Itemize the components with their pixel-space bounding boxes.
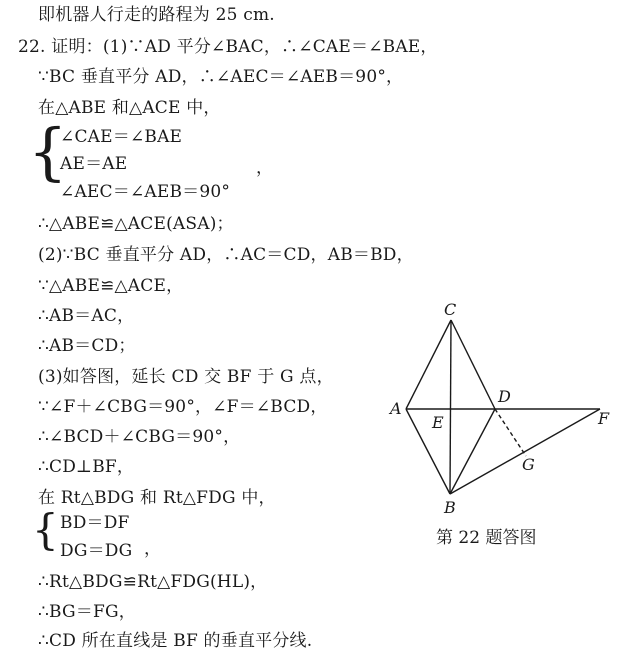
text-line-12: ∴AB＝CD； — [38, 336, 136, 356]
system2-row-2: DG＝DG — [60, 541, 133, 561]
text-line-22: ∴CD 所在直线是 BF 的垂直平分线. — [38, 631, 313, 651]
text-line-1: 即机器人行走的路程为 25 cm. — [38, 5, 275, 25]
label-a: A — [390, 399, 402, 418]
label-b: B — [444, 498, 456, 517]
label-c: C — [444, 300, 457, 319]
text-line-4: 在△ABE 和△ACE 中， — [38, 98, 221, 118]
system-brace-1: { — [28, 115, 68, 188]
system1-row-1: ∠CAE＝∠BAE — [60, 127, 183, 147]
system2-row-1: BD＝DF — [60, 513, 130, 533]
segment-cd — [451, 320, 495, 409]
system2-comma: ， — [144, 539, 161, 559]
system1-row-3: ∠AEC＝∠AEB＝90° — [60, 182, 231, 202]
label-g: G — [522, 455, 535, 474]
geometry-figure — [378, 298, 614, 528]
text-line-11: ∴AB＝AC， — [38, 306, 135, 326]
label-d: D — [498, 387, 511, 406]
system-brace-2: { — [32, 505, 59, 554]
text-line-3: ∵BC 垂直平分 AD，∴∠AEC＝∠AEB＝90°， — [38, 67, 404, 87]
text-line-9: (2)∵BC 垂直平分 AD，∴AC＝CD，AB＝BD， — [38, 245, 414, 265]
text-line-10: ∵△ABE≌△ACE， — [38, 276, 184, 296]
text-line-14: ∵∠F＋∠CBG＝90°，∠F＝∠BCD， — [38, 397, 328, 417]
figure-caption: 第 22 题答图 — [436, 528, 537, 548]
label-f: F — [598, 409, 610, 428]
segment-dg-dashed — [495, 409, 526, 456]
system1-comma: ， — [256, 158, 273, 178]
text-line-8: ∴△ABE≌△ACE(ASA)； — [38, 214, 234, 234]
system1-row-2: AE＝AE — [60, 154, 128, 174]
text-line-13: (3)如答图，延长 CD 交 BF 于 G 点， — [38, 367, 334, 387]
problem-22-heading-line: 22. 证明：(1)∵AD 平分∠BAC，∴∠CAE＝∠BAE， — [18, 37, 438, 57]
segment-ca — [406, 320, 451, 409]
text-line-15: ∴∠BCD＋∠CBG＝90°， — [38, 427, 241, 447]
label-e: E — [432, 413, 444, 432]
text-line-21: ∴BG＝FG， — [38, 602, 136, 622]
segment-cb — [450, 320, 451, 494]
text-line-16: ∴CD⊥BF， — [38, 457, 135, 477]
text-line-17: 在 Rt△BDG 和 Rt△FDG 中， — [38, 488, 276, 508]
text-line-20: ∴Rt△BDG≌Rt△FDG(HL)， — [38, 572, 268, 592]
